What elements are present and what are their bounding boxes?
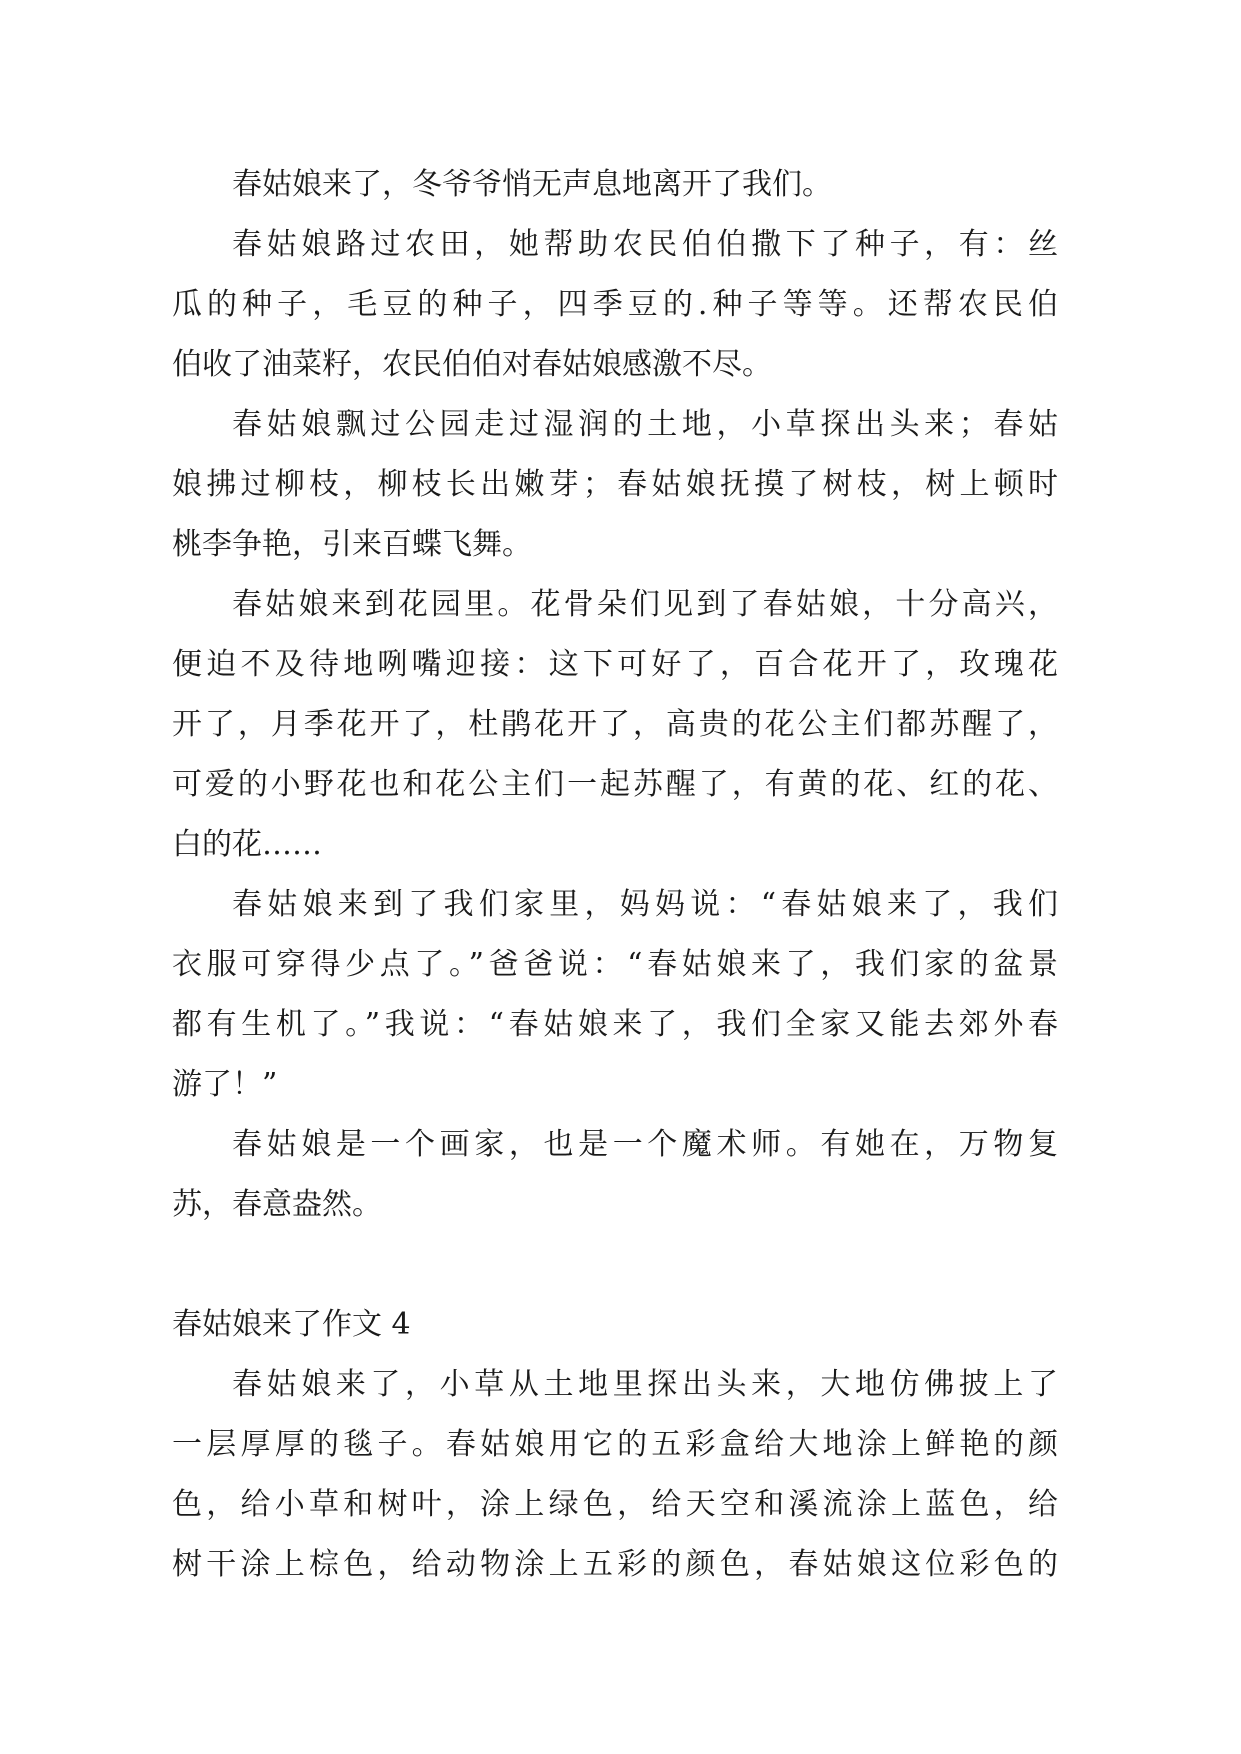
paragraph-line: 苏，春意盎然。 (172, 1187, 382, 1222)
paragraph (172, 875, 1058, 1115)
paragraph (172, 155, 1058, 215)
paragraph-line: 娘拂过柳枝，柳枝长出嫩芽；春姑娘抚摸了树枝，树上顿时 (172, 467, 1058, 502)
paragraph (172, 1115, 1058, 1235)
paragraph-line: 春姑娘路过农田，她帮助农民伯伯撒下了种子，有：丝 (232, 227, 1058, 262)
paragraph-line: 春姑娘飘过公园走过湿润的土地，小草探出头来；春姑 (232, 407, 1058, 442)
paragraph-line: 一层厚厚的毯子。春姑娘用它的五彩盒给大地涂上鲜艳的颜 (172, 1427, 1058, 1462)
paragraph-line: 游了！” (172, 1067, 278, 1102)
paragraph-line: 树干涂上棕色，给动物涂上五彩的颜色，春姑娘这位彩色的 (172, 1547, 1058, 1582)
blank-line (172, 1235, 1058, 1295)
paragraph-line: 便迫不及待地咧嘴迎接：这下可好了，百合花开了，玫瑰花 (172, 647, 1058, 682)
paragraph-line: 都有生机了。”我说：“春姑娘来了，我们全家又能去郊外春 (172, 1007, 1058, 1042)
paragraph-line: 白的花…… (172, 827, 322, 862)
paragraph (172, 1355, 1058, 1595)
paragraph-line: 春姑娘是一个画家，也是一个魔术师。有她在，万物复 (232, 1127, 1058, 1162)
paragraph-line: 可爱的小野花也和花公主们一起苏醒了，有黄的花、红的花、 (172, 767, 1058, 802)
document-body (172, 155, 1058, 1595)
paragraph-line: 春姑娘来到花园里。花骨朵们见到了春姑娘，十分高兴， (232, 587, 1058, 622)
paragraph-line: 色，给小草和树叶，涂上绿色，给天空和溪流涂上蓝色，给 (172, 1487, 1058, 1522)
section-heading: 春姑娘来了作文 4 (172, 1307, 411, 1342)
paragraph-line: 开了，月季花开了，杜鹃花开了，高贵的花公主们都苏醒了， (172, 707, 1058, 742)
paragraph-line: 伯收了油菜籽，农民伯伯对春姑娘感激不尽。 (172, 347, 772, 382)
paragraph (172, 215, 1058, 395)
paragraph-line: 春姑娘来了，冬爷爷悄无声息地离开了我们。 (232, 167, 832, 202)
paragraph (172, 575, 1058, 875)
paragraph (172, 395, 1058, 575)
paragraph-line: 春姑娘来到了我们家里，妈妈说：“春姑娘来了，我们 (232, 887, 1058, 922)
paragraph-line: 春姑娘来了，小草从土地里探出头来，大地仿佛披上了 (232, 1367, 1058, 1402)
paragraph-line: 衣服可穿得少点了。”爸爸说：“春姑娘来了，我们家的盆景 (172, 947, 1058, 982)
paragraph-line: 桃李争艳，引来百蝶飞舞。 (172, 527, 532, 562)
paragraph-line: 瓜的种子，毛豆的种子，四季豆的.种子等等。还帮农民伯 (172, 287, 1058, 322)
